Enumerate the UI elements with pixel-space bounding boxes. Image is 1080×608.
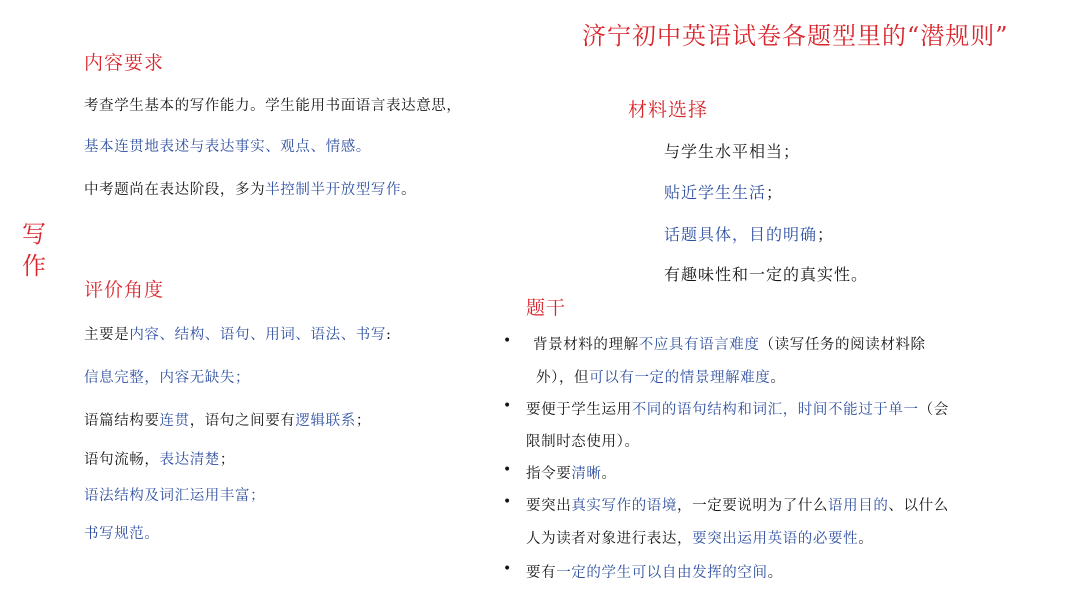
material-line-3-part-a: 话题具体，目的明确 [664,225,818,244]
material-line-2-part-a: 贴近学生生活 [664,183,767,202]
stem-bullet-1-part-f: 。 [770,370,786,386]
stem-bullet-4-part-e: 、以什么 [888,498,949,514]
evaluation-line-1-part-a: 主要是 [84,327,130,343]
material-line-4: 有趣味性和一定的真实性。 [664,265,869,284]
question-stem-heading: 题干 [526,297,567,319]
stem-bullet-3-part-a: 指令要 [526,466,572,482]
stem-bullet-5-part-a: 要有 [526,565,557,581]
stem-bullet-3-part-c: 。 [601,466,617,482]
page-title: 济宁初中英语试卷各题型里的“潜规则” [582,22,1009,50]
material-line-3-part-b: ； [817,225,835,244]
content-req-line-3-part-a: 中考题尚在表达阶段，多为 [84,182,266,198]
material-line-2 [664,180,783,203]
bullet-5-dot: • [503,561,512,577]
stem-bullet-2-line-2: 限制时态使用）。 [526,434,640,450]
stem-bullet-2-line-1 [526,398,949,419]
bullet-3-dot: • [503,462,512,478]
content-req-line-2: 基本连贯地表述与表达事实、观点、情感。 [84,139,371,155]
bullet-2-dot: • [503,398,512,414]
evaluation-line-4-part-a: 语句流畅， [84,452,160,468]
stem-bullet-4-part-g: 要突出运用英语的必要性 [692,531,859,547]
stem-bullet-3-part-b: 清晰 [571,466,602,482]
evaluation-line-1-part-c: : [386,327,392,343]
evaluation-line-2: 信息完整，内容无缺失； [84,370,251,386]
material-line-3 [664,222,834,245]
stem-bullet-4-part-a: 要突出 [526,498,572,514]
stem-bullet-4-part-h: 。 [858,531,874,547]
evaluation-line-3 [84,409,371,430]
stem-bullet-4-line-2 [526,527,873,548]
content-req-line-3-part-c: 。 [401,182,417,198]
stem-bullet-4-line-1 [526,494,949,515]
evaluation-line-3-part-a: 语篇结构要 [84,413,160,429]
evaluation-line-4-part-c: ； [219,452,236,468]
stem-bullet-1-line-2 [536,366,785,387]
stem-bullet-1-part-e: 可以有一定的情景理解难度 [589,370,771,386]
evaluation-line-3-part-e: ； [355,413,371,429]
content-req-line-3 [84,178,416,199]
material-selection-heading: 材料选择 [628,99,709,121]
evaluation-line-5: 语法结构及词汇运用丰富； [84,488,266,504]
evaluation-line-4 [84,448,235,469]
evaluation-line-3-part-b: 连贯 [159,413,190,429]
stem-bullet-4-part-c: ，一定要说明为了什么 [677,498,829,514]
stem-bullet-1-part-a: 背景材料的理解 [533,337,639,353]
stem-bullet-4-part-d: 语用目的 [828,498,889,514]
content-requirements-heading: 内容要求 [84,52,165,74]
stem-bullet-2-part-c: （会 [918,402,949,418]
evaluation-line-3-part-c: ，语句之间要有 [189,413,296,429]
side-label-writing: 写作 [22,220,46,280]
material-line-2-part-b: ； [766,183,784,202]
bullet-4-dot: • [503,494,512,510]
stem-bullet-5-part-c: 。 [767,565,783,581]
evaluation-line-4-part-b: 表达清楚 [159,452,220,468]
evaluation-line-1 [84,323,392,344]
stem-bullet-1-line-1 [533,333,926,354]
stem-bullet-2-part-b: 不同的语句结构和词汇，时间不能过于单一 [631,402,919,418]
stem-bullet-4-part-b: 真实写作的语境 [571,498,678,514]
evaluation-line-6: 书写规范。 [84,526,160,542]
stem-bullet-3 [526,462,617,483]
content-req-line-1: 考查学生基本的写作能力。学生能用书面语言表达意思， [84,98,462,114]
stem-bullet-5-part-b: 一定的学生可以自由发挥的空间 [556,565,768,581]
stem-bullet-2-part-a: 要便于学生运用 [526,402,632,418]
evaluation-heading: 评价角度 [84,279,165,301]
bullet-1-dot: • [503,333,512,349]
stem-bullet-5 [526,561,783,582]
material-line-1: 与学生水平相当； [664,142,801,161]
stem-bullet-4-part-f: 人为读者对象进行表达， [526,531,693,547]
stem-bullet-1-part-c: （读写任务的阅读材料除 [759,337,926,353]
evaluation-line-1-part-b: 内容、结构、语句、用词、语法、书写 [129,327,387,343]
evaluation-line-3-part-d: 逻辑联系 [295,413,356,429]
stem-bullet-1-part-b: 不应具有语言难度 [638,337,760,353]
content-req-line-3-part-b: 半控制半开放型写作 [265,182,402,198]
stem-bullet-1-part-d: 外），但 [536,370,590,386]
